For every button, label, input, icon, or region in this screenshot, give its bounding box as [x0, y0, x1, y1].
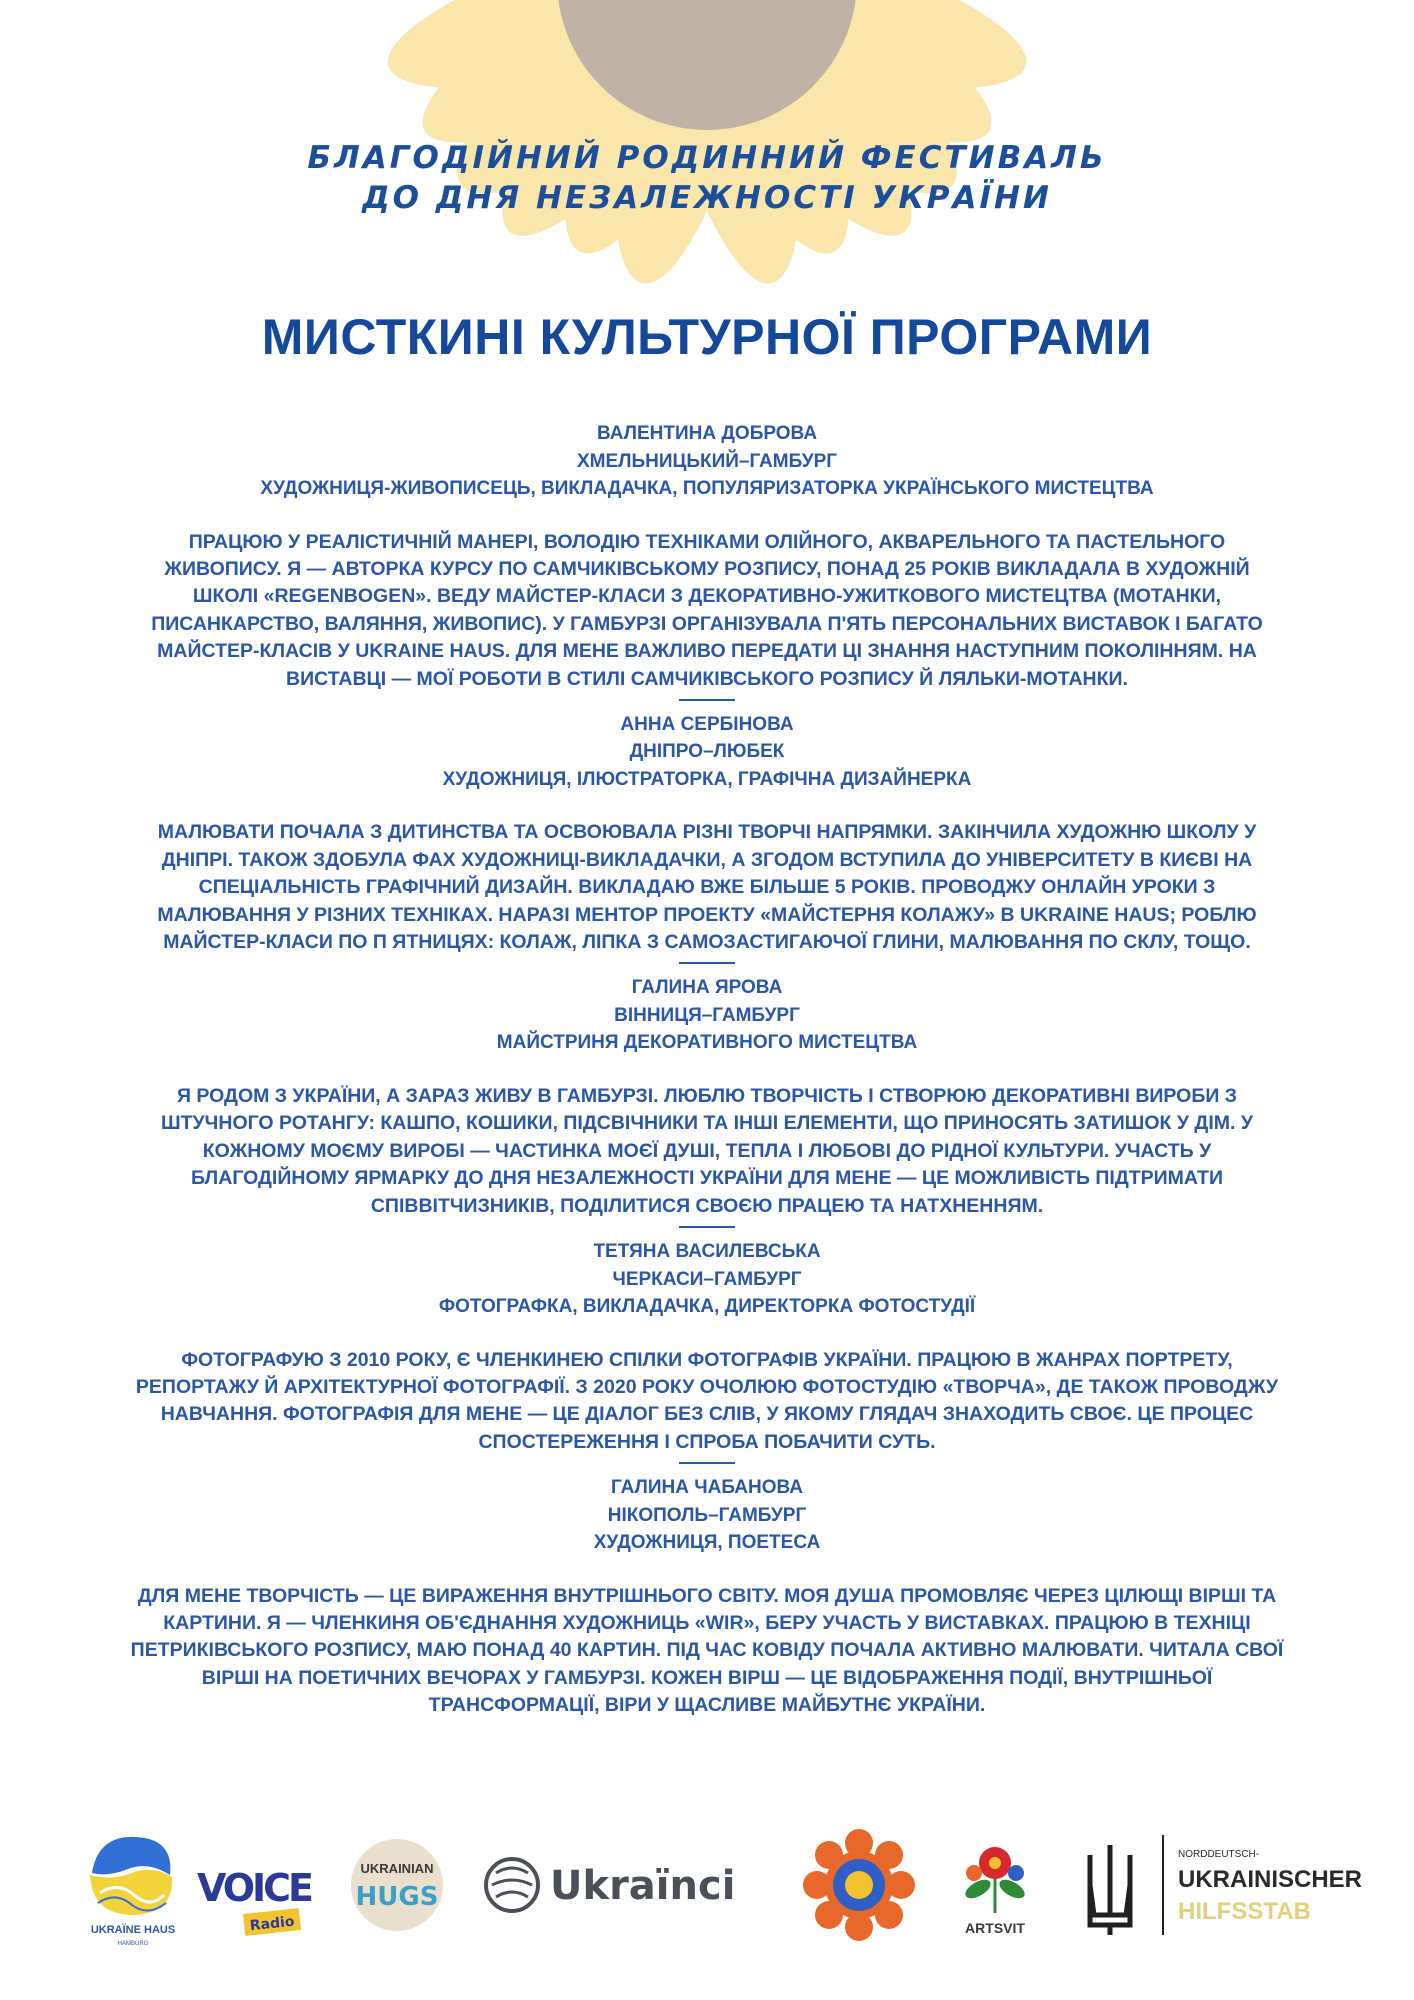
sun-ornament-logo	[804, 1815, 914, 1955]
ukrainian-hugs-logo	[342, 1815, 452, 1955]
artist-name: ГАЛИНА ЯРОВА	[631, 977, 783, 999]
artists-list	[130, 420, 1284, 1720]
ukrainian-hugs-line2: HUGS	[355, 1882, 439, 1912]
artist-bio: ПРАЦЮЮ У РЕАЛІСТИЧНІЙ МАНЕРІ, ВОЛОДІЮ ТЕХНІКАМИ ОЛІЙНОГО, АКВАРЕЛЬНОГО ТА ПАСТЕЛЬНОГО ЖИВОПИСУ. Я — АВТОРКА КУРСУ ПО САМЧИКІВСЬКОМУ РОЗПИСУ, ПОНАД 25 РОКІВ ВИКЛАДАЛА В ХУДОЖНІЙ ШКОЛІ «REGENBOGEN». ВЕДУ МАЙСТЕР-КЛАСИ З ДЕКОРАТИВНО-УЖИТКОВОГО МИСТЕЦТВА (МОТАНКИ, ПИСАНКАРСТВО, ВАЛЯННЯ, ЖИВОПИС). У ГАМБУРЗІ ОРГАНІЗУВАЛА П'ЯТЬ ПЕРСОНАЛЬНИХ ВИСТАВОК І БАГАТО МАЙСТЕР-КЛАСІВ У UKRAINE HAUS. ДЛЯ МЕНЕ ВАЖЛИВО ПЕРЕДАТИ ЦІ ЗНАННЯ НАСТУПНИМ ПОКОЛІННЯМ. НА ВИСТАВЦІ — МОЇ РОБОТИ В СТИЛІ САМЧИКІВСЬКОГО РОЗПИСУ Й ЛЯЛЬКИ-МОТАНКИ.	[151, 530, 1263, 690]
artist-name: ТЕТЯНА ВАСИЛЕВСЬКА	[593, 1241, 821, 1262]
artist-route: ВІННИЦЯ–ГАМБУРГ	[614, 1004, 800, 1026]
artist-bio: ДЛЯ МЕНЕ ТВОРЧІСТЬ — ЦЕ ВИРАЖЕННЯ ВНУТРІШНЬОГО СВІТУ. МОЯ ДУША ПРОМОВЛЯЄ ЧЕРЕЗ ЦІЛЮЩІ ВІРШІ ТА КАРТИНИ. Я — ЧЛЕНКИНЯ ОБ'ЄДНАННЯ ХУДОЖНИЦЬ «WIR», БЕРУ УЧАСТЬ У ВИСТАВКАХ. ПРАЦЮЮ В ТЕХНІЦІ ПЕТРИКІВСЬКОГО РОЗПИСУ, МАЮ ПОНАД 40 КАРТИН. ПІД ЧАС КОВІДУ ПОЧАЛА АКТИВНО МАЛЮВАТИ. ЧИТАЛА СВОЇ ВІРШІ НА ПОЕТИЧНИХ ВЕЧОРАХ У ГАМБУРЗІ. КОЖЕН ВІРШ — ЦЕ ВІДОБРАЖЕННЯ ПОДІЇ, ВНУТРІШНЬОЇ ТРАНСФОРМАЦІЇ, ВІРИ У ЩАСЛИВЕ МАЙБУТНЄ УКРАЇНИ.	[130, 1584, 1284, 1717]
artist-role: ХУДОЖНИЦЯ, ІЛЮСТРАТОРКА, ГРАФІЧНА ДИЗАЙНЕРКА	[442, 768, 972, 790]
artist-entry	[130, 1474, 1284, 1720]
artist-entry	[130, 711, 1284, 957]
ukraine-haus-city: HAMBURG	[117, 1941, 149, 1947]
artist-role: МАЙСТРИНЯ ДЕКОРАТИВНОГО МИСТЕЦТВА	[496, 1032, 918, 1054]
ukraine-haus-logo	[78, 1815, 188, 1955]
artist-bio: ФОТОГРАФУЮ З 2010 РОКУ, Є ЧЛЕНКИНЕЮ СПІЛКИ ФОТОГРАФІВ УКРАЇНИ. ПРАЦЮЮ В ЖАНРАХ ПОРТРЕТУ, РЕПОРТАЖУ Й АРХІТЕКТУРНОЇ ФОТОГРАФІЇ. З 2020 РОКУ ОЧОЛЮЮ ФОТОСТУДІЮ «ТВОРЧА», ДЕ ТАКОЖ ПРОВОДЖУ НАВЧАННЯ. ФОТОГРАФІЯ ДЛЯ МЕНЕ — ЦЕ ДІАЛОГ БЕЗ СЛІВ, У ЯКОМУ ГЛЯДАЧ ЗНАХОДИТЬ СВОЄ. ЦЕ ПРОЦЕС СПОСТЕРЕЖЕННЯ І СПРОБА ПОБАЧИТИ СУТЬ.	[135, 1348, 1279, 1453]
divider	[679, 962, 735, 964]
artist-name: ВАЛЕНТИНА ДОБРОВА	[596, 423, 818, 444]
voice-radio-word: VOICE	[196, 1866, 312, 1910]
artist-route: ХМЕЛЬНИЦЬКИЙ–ГАМБУРГ	[576, 450, 838, 472]
artist-name: АННА СЕРБІНОВА	[620, 713, 794, 735]
artist-route: НІКОПОЛЬ–ГАМБУРГ	[607, 1504, 807, 1526]
ukrainian-hugs-line1: UKRAINIAN	[360, 1861, 434, 1876]
page-title: МИСТКИНІ КУЛЬТУРНОЇ ПРОГРАМИ	[261, 309, 1153, 365]
artist-entry	[130, 420, 1284, 693]
hilfsstab-line3: HILFSSTAB	[1178, 1898, 1311, 1925]
ukrainci-logo	[478, 1815, 768, 1955]
partner-logos	[0, 1815, 1414, 1955]
festival-title-line-2: ДО ДНЯ НЕЗАЛЕЖНОСТІ УКРАЇНИ	[362, 180, 1052, 216]
voice-radio-logo	[196, 1815, 312, 1955]
voice-radio-sub: Radio	[249, 1913, 296, 1935]
ukraine-haus-name: UKRAÏNE HAUS	[90, 1924, 176, 1936]
artist-route: ЧЕРКАСИ–ГАМБУРГ	[612, 1268, 802, 1290]
divider	[679, 1462, 735, 1464]
hilfsstab-logo	[1080, 1815, 1380, 1955]
divider	[679, 699, 735, 701]
artist-role: ФОТОГРАФКА, ВИКЛАДАЧКА, ДИРЕКТОРКА ФОТОСТУДІЇ	[438, 1296, 976, 1317]
artist-bio: МАЛЮВАТИ ПОЧАЛА З ДИТИНСТВА ТА ОСВОЮВАЛА РІЗНІ ТВОРЧІ НАПРЯМКИ. ЗАКІНЧИЛА ХУДОЖНЮ ШКОЛУ У ДНІПРІ. ТАКОЖ ЗДОБУЛА ФАХ ХУДОЖНИЦІ-ВИКЛАДАЧКИ, А ЗГОДОМ ВСТУПИЛА ДО УНІВЕРСИТЕТУ В КИЄВІ НА СПЕЦІАЛЬНІСТЬ ГРАФІЧНИЙ ДИЗАЙН. ВИКЛАДАЮ ВЖЕ БІЛЬШЕ 5 РОКІВ. ПРОВОДЖУ ОНЛАЙН УРОКИ З МАЛЮВАННЯ У РІЗНИХ ТЕХНІКАХ. НАРАЗІ МЕНТОР ПРОЕКТУ «МАЙСТЕРНЯ КОЛАЖУ» В UKRAINE HAUS; РОБЛЮ МАЙСТЕР-КЛАСИ ПО П ЯТНИЦЯХ: КОЛАЖ, ЛІПКА З САМОЗАСТИГАЮЧОЇ ГЛИНИ, МАЛЮВАННЯ ПО СКЛУ, ТОЩО.	[157, 821, 1257, 954]
artist-entry	[130, 974, 1284, 1220]
artist-role: ХУДОЖНИЦЯ, ПОЕТЕСА	[593, 1532, 821, 1554]
divider	[679, 1226, 735, 1228]
artist-entry	[130, 1238, 1284, 1456]
artist-role: ХУДОЖНИЦЯ-ЖИВОПИСЕЦЬ, ВИКЛАДАЧКА, ПОПУЛЯРИЗАТОРКА УКРАЇНСЬКОГО МИСТЕЦТВА	[260, 478, 1154, 499]
artist-name: ГАЛИНА ЧАБАНОВА	[611, 1477, 803, 1499]
artsvit-word: ARTSVIT	[965, 1920, 1025, 1936]
festival-title-line-1: БЛАГОДІЙНИЙ РОДИННИЙ ФЕСТИВАЛЬ	[307, 140, 1107, 176]
ukrainci-word: Ukraïnci	[550, 1863, 736, 1909]
festival-header	[0, 138, 1414, 218]
artist-bio: Я РОДОМ З УКРАЇНИ, А ЗАРАЗ ЖИВУ В ГАМБУРЗІ. ЛЮБЛЮ ТВОРЧІСТЬ І СТВОРЮЮ ДЕКОРАТИВНІ ВИРОБИ З ШТУЧНОГО РОТАНГУ: КАШПО, КОШИКИ, ПІДСВІЧНИКИ ТА ІНШІ ЕЛЕМЕНТИ, ЩО ПРИНОСЯТЬ ЗАТИШОК У ДІМ. У КОЖНОМУ МОЄМУ ВИРОБІ — ЧАСТИНКА МОЄЇ ДУШІ, ТЕПЛА І ЛЮБОВІ ДО РІДНОЇ КУЛЬТУРИ. УЧАСТЬ У БЛАГОДІЙНОМУ ЯРМАРКУ ДО ДНЯ НЕЗАЛЕЖНОСТІ УКРАЇНИ ДЛЯ МЕНЕ — ЦЕ МОЖЛИВІСТЬ ПІДТРИМАТИ СПІВВІТЧИЗНИКІВ, ПОДІЛИТИСЯ СВОЄЮ ПРАЦЕЮ ТА НАТХНЕННЯМ.	[161, 1084, 1253, 1217]
artist-route: ДНІПРО–ЛЮБЕК	[629, 741, 785, 763]
artsvit-logo	[950, 1815, 1040, 1955]
hilfsstab-line1: NORDDEUTSCH-	[1178, 1849, 1260, 1860]
hilfsstab-line2: UKRAINISCHER	[1178, 1866, 1363, 1893]
